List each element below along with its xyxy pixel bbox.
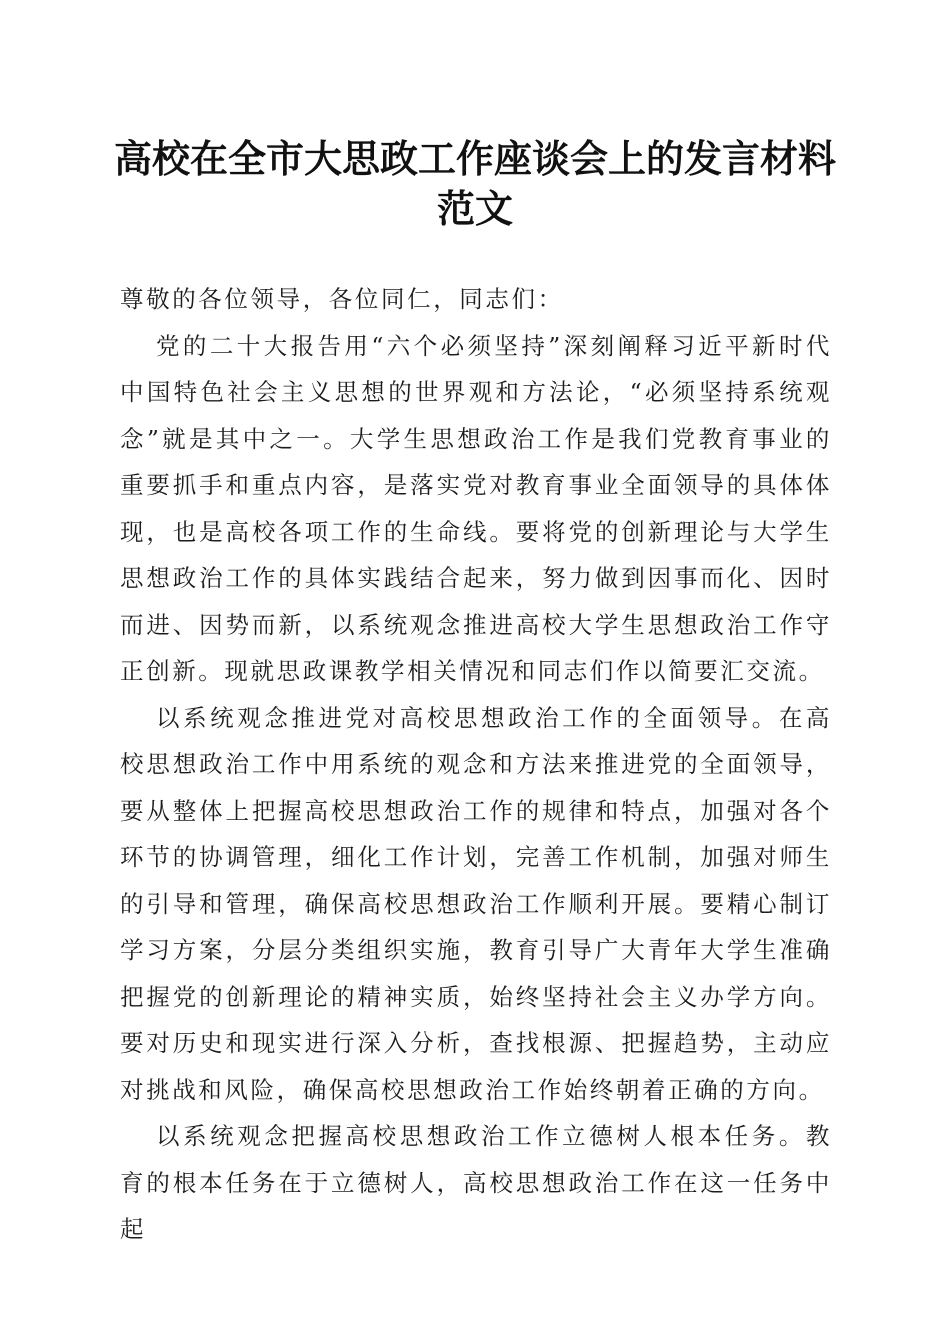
paragraph: 以系统观念把握高校思想政治工作立德树人根本任务。教育的根本任务在于立德树人，高校思想政治工作在这一任务中起 [120, 1122, 832, 1243]
paragraph: 党的二十大报告用“六个必须坚持”深刻阐释习近平新时代中国特色社会主义思想的世界观和方法论，“必须坚持系统观念”就是其中之一。大学生思想政治工作是我们党教育事业的重要抓手和重点内容，是落实党对教育事业全面领导的具体体现，也是高校各项工作的生命线。要将党的创新理论与大学生思想政治工作的具体实践结合起来，努力做到因事而化、因时而进、因势而新，以系统观念推进高校大学生思想政治工作守正创新。现就思政课教学相关情况和同志们作以简要汇交流。 [120, 331, 832, 685]
salutation: 尊敬的各位领导，各位同仁，同志们： [120, 285, 564, 313]
document-title: 高校在全市大思政工作座谈会上的发言材料范文 [113, 136, 836, 231]
paragraph: 以系统观念推进党对高校思想政治工作的全面领导。在高校思想政治工作中用系统的观念和方法来推进党的全面领导，要从整体上把握高校思想政治工作的规律和特点，加强对各个环节的协调管理，细化工作计划，完善工作机制，加强对师生的引导和管理，确保高校思想政治工作顺利开展。要精心制订学习方案，分层分类组织实施，教育引导广大青年大学生准确把握党的创新理论的精神实质，始终坚持社会主义办学方向。要对历史和现实进行深入分析，查找根源、把握趋势，主动应对挑战和风险，确保高校思想政治工作始终朝着正确的方向。 [120, 703, 832, 1104]
document-body [120, 276, 832, 1253]
